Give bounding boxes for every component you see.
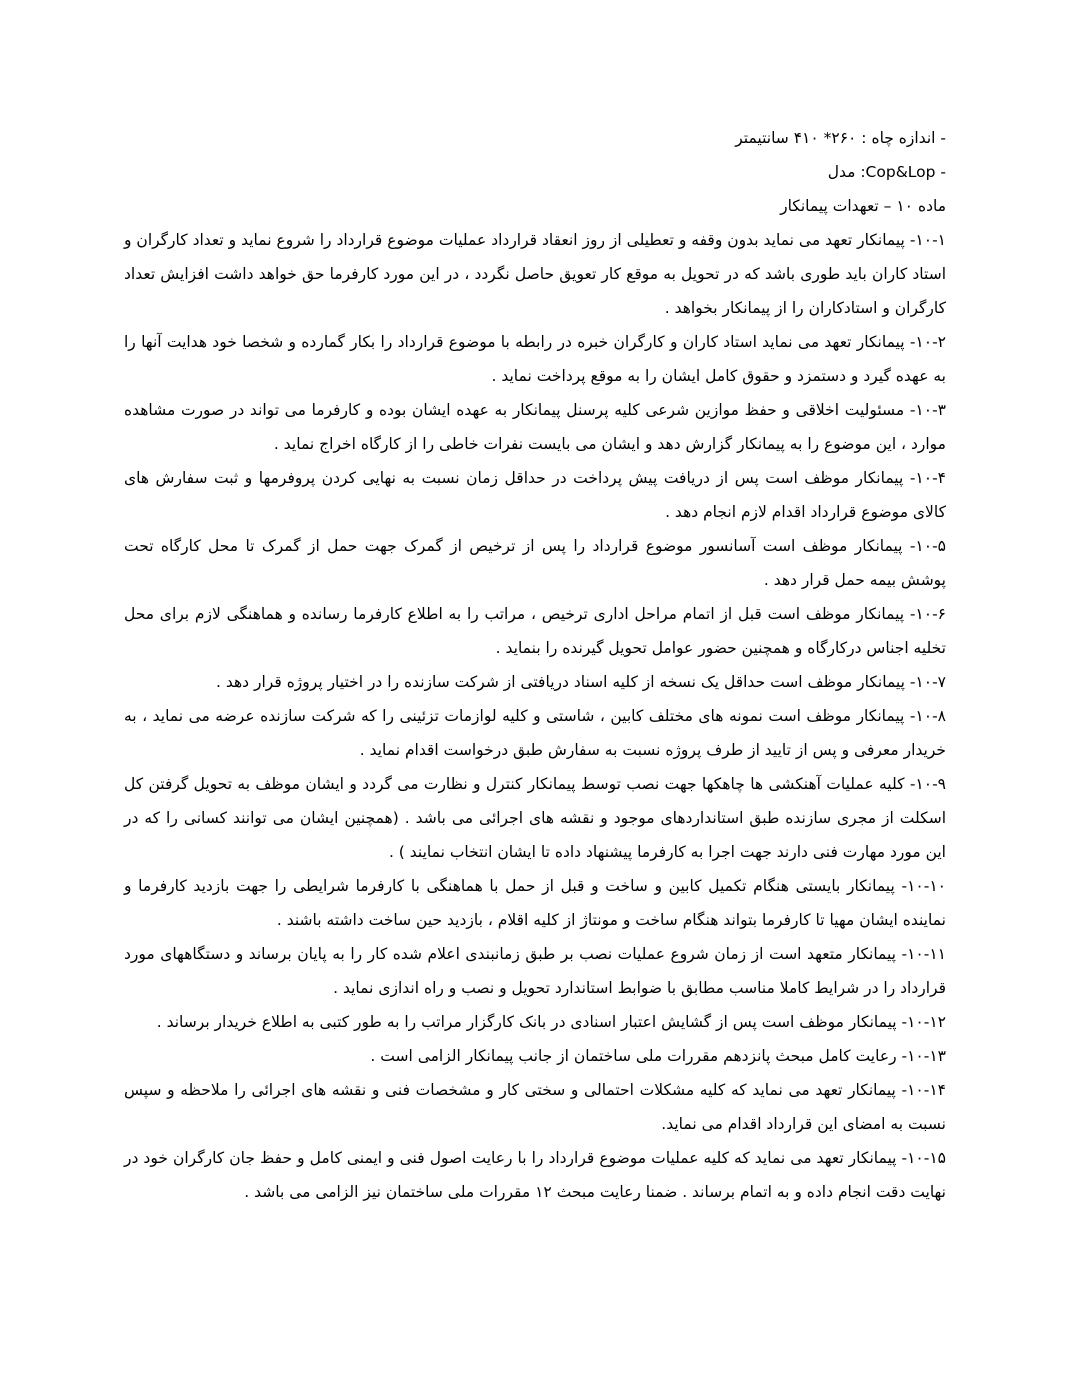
clause-10-4: ۱۰-۴- پیمانکار موظف است پس از دریافت پیش پرداخت در حداقل زمان نسبت به نهایی کردن پروفرمها و ثبت سفارش های کالای موضوع قرارداد اقدام لازم انجام دهد . xyxy=(124,469,946,521)
clause-10-3: ۱۰-۳- مسئولیت اخلاقی و حفظ موازین شرعی کلیه پرسنل پیمانکار به عهده ایشان بوده و کارفرما می تواند در صورت مشاهده موارد ، این موضوع را به پیمانکار گزارش دهد و ایشان می بایست نفرات خاطی را از کارگاه اخراج نماید . xyxy=(124,401,946,453)
shaft-size-line: - اندازه چاه : ۲۶۰* ۴۱۰ سانتیمتر xyxy=(735,129,946,147)
model-line: - Cop&Lop: مدل xyxy=(827,163,946,181)
clause-10-6: ۱۰-۶- پیمانکار موظف است قبل از اتمام مراحل اداری ترخیص ، مراتب را به اطلاع کارفرما رسانده و هماهنگی لازم برای محل تخلیه اجناس درکارگاه و همچنین حضور عوامل تحویل گیرنده را بنماید . xyxy=(124,605,946,657)
clause-10-7: ۱۰-۷- پیمانکار موظف است حداقل یک نسخه از کلیه اسناد دریافتی از شرکت سازنده را در اختیار پروژه قرار دهد . xyxy=(216,673,946,691)
clause-10-2: ۱۰-۲- پیمانکار تعهد می نماید استاد کاران و کارگران خبره در رابطه با موضوع قرارداد را بکار گمارده و شخصا خود هدایت آنها را به عهده گیرد و دستمزد و حقوق کامل ایشان را به موقع پرداخت نماید . xyxy=(124,333,946,385)
clause-10-8: ۱۰-۸- پیمانکار موظف است نمونه های مختلف کابین ، شاستی و کلیه لوازمات تزئینی را که شرکت سازنده عرضه می نماید ، به خریدار معرفی و پس از تایید از طرف پروژه نسبت به سفارش طبق درخواست اقدام نماید . xyxy=(124,707,946,759)
clause-10-5: ۱۰-۵- پیمانکار موظف است آسانسور موضوع قرارداد را پس از ترخیص از گمرک جهت حمل از گمرک تا محل کارگاه تحت پوشش بیمه حمل قرار دهد . xyxy=(124,537,946,589)
clause-10-12: ۱۰-۱۲- پیمانکار موظف است پس از گشایش اعتبار اسنادی در بانک کارگزار مراتب را به طور کتبی به اطلاع خریدار برساند . xyxy=(156,1013,946,1031)
clause-10-14: ۱۰-۱۴- پیمانکار تعهد می نماید که کلیه مشکلات احتمالی و سختی کار و مشخصات فنی و نقشه های اجرائی را ملاحظه و سپس نسبت به امضای این قرارداد اقدام می نماید. xyxy=(124,1081,946,1133)
clause-10-10: ۱۰-۱۰- پیمانکار بایستی هنگام تکمیل کابین و ساخت و قبل از حمل با هماهنگی با کارفرما شرایطی را جهت بازدید کارفرما و نماینده ایشان مهیا تا کارفرما بتواند هنگام ساخت و مونتاژ از کلیه اقلام ، بازدید حین ساخت داشته باشند . xyxy=(124,877,946,929)
clause-10-15: ۱۰-۱۵- پیمانکار تعهد می نماید که کلیه عملیات موضوع قرارداد را با رعایت اصول فنی و ایمنی کامل و حفظ جان کارگران خود در نهایت دقت انجام داده و به اتمام برساند . ضمنا رعایت مبحث ۱۲ مقررات ملی ساختمان نیز الزامی می باشد . xyxy=(124,1149,946,1201)
clause-10-9: ۱۰-۹- کلیه عملیات آهنکشی ها چاهکها جهت نصب توسط پیمانکار کنترل و نظارت می گردد و ایشان موظف به تحویل گرفتن کل اسکلت از مجری سازنده طبق استانداردهای موجود و نقشه های اجرائی می باشد . (همچنین ایشان می توانند کسانی را که در این مورد مهارت فنی دارند جهت اجرا به کارفرما پیشنهاد داده تا ایشان انتخاب نمایند ) . xyxy=(124,775,946,861)
clause-10-1: ۱۰-۱- پیمانکار تعهد می نماید بدون وقفه و تعطیلی از روز انعقاد قرارداد عملیات موضوع قرارداد را شروع نماید و تعداد کارگران و استاد کاران باید طوری باشد که در تحویل به موقع کار تعویق حاصل نگردد ، در این مورد کارفرما حق خواهد داشت افزایش تعداد کارگران و استادکاران را از پیمانکار بخواهد . xyxy=(124,231,946,317)
clause-10-13: ۱۰-۱۳- رعایت کامل مبحث پانزدهم مقررات ملی ساختمان از جانب پیمانکار الزامی است . xyxy=(370,1047,946,1065)
contract-page xyxy=(124,121,946,1209)
clause-10-11: ۱۰-۱۱- پیمانکار متعهد است از زمان شروع عملیات نصب بر طبق زمانبندی اعلام شده کار را به پایان برساند و دستگاههای مورد قرارداد را در شرایط کاملا مناسب مطابق با ضوابط استاندارد تحویل و نصب و راه اندازی نماید . xyxy=(124,945,946,997)
section-title: ماده ۱۰ – تعهدات پیمانکار xyxy=(780,197,946,215)
